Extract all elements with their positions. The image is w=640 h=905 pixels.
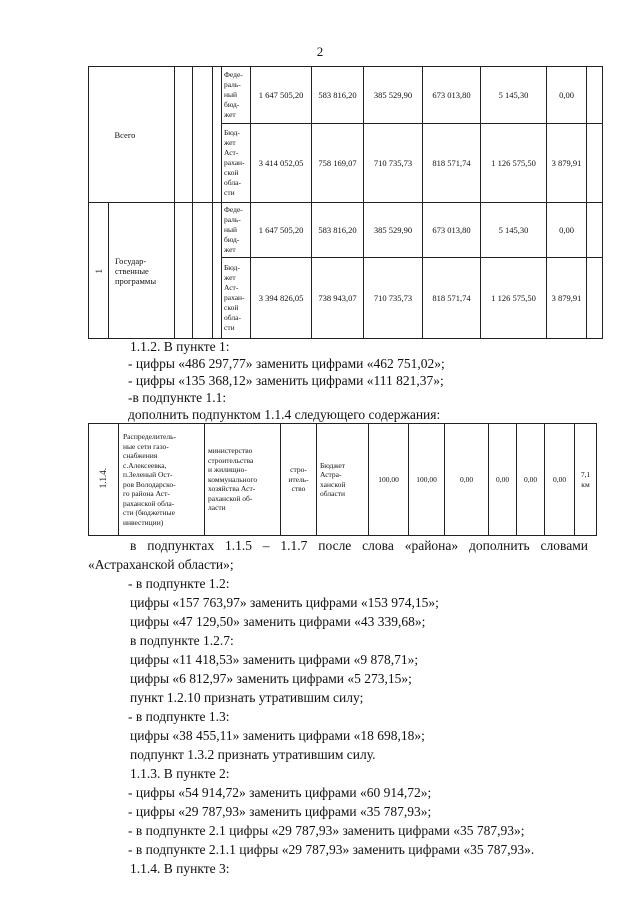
value-cell: 673 013,80 <box>423 203 481 258</box>
word: слова <box>362 538 394 553</box>
text-line: - в подпункте 2.1.1 цифры «29 787,93» заменить цифрами «35 787,93». <box>128 842 535 857</box>
value-cell: 583 816,20 <box>312 203 364 258</box>
value-cell: 673 013,80 <box>423 67 481 124</box>
value-cell: 1 126 575,50 <box>481 258 547 339</box>
budget-table <box>88 66 603 339</box>
value-cell: 5 145,30 <box>481 67 547 124</box>
word: 1.1.5 <box>224 538 252 553</box>
word: подпунктах <box>147 538 215 553</box>
type-cell <box>281 424 317 536</box>
value-cell: 3 879,91 <box>547 258 587 339</box>
text-line: подпункт 1.3.2 признать утратившим силу. <box>130 747 376 762</box>
item-number: 1.1.4. <box>97 468 108 489</box>
subitem-table <box>88 423 597 536</box>
word: дополнить <box>469 538 530 553</box>
text-line: пункт 1.2.10 признать утратившим силу; <box>130 690 364 705</box>
word: после <box>318 538 352 553</box>
value-cell: 818 571,74 <box>423 258 481 339</box>
text-line: «Астраханской области»; <box>88 557 234 572</box>
value-cell: 758 169,07 <box>312 124 364 203</box>
word: – <box>262 538 270 553</box>
value-cell: 710 735,73 <box>364 124 423 203</box>
budget-cell <box>317 424 369 536</box>
value-cell: 385 529,90 <box>364 67 423 124</box>
text-line: цифры «38 455,11» заменить цифрами «18 698,18»; <box>130 728 425 743</box>
text-line: - цифры «54 914,72» заменить цифрами «60 914,72»; <box>128 785 432 800</box>
value-cell: 0,00 <box>445 424 489 536</box>
table-row <box>89 203 603 258</box>
row-number-cell <box>89 203 109 339</box>
text-line: в подпункте 1.2.7: <box>130 633 234 648</box>
value-cell: 385 529,90 <box>364 203 423 258</box>
text-line: - в подпункте 2.1 цифры «29 787,93» заменить цифрами «35 787,93»; <box>128 823 525 838</box>
row-label: Всего <box>109 67 175 203</box>
budget-cell: Феде- раль- ный бюд- жет <box>222 67 251 124</box>
budget-cell: Феде- раль- ный бюд- жет <box>222 203 251 258</box>
text-line: -в подпункте 1.1: <box>128 390 227 405</box>
value-cell: 3 394 826,05 <box>251 258 312 339</box>
unit-cell <box>575 424 597 536</box>
object-name-cell <box>119 424 205 536</box>
word: 1.1.7 <box>280 538 308 553</box>
table-row <box>89 424 597 536</box>
value-cell: 0,00 <box>547 203 587 258</box>
value-cell: 583 816,20 <box>312 67 364 124</box>
value-cell: 3 414 052,05 <box>251 124 312 203</box>
row-label: Государ- ственные программы <box>115 255 157 286</box>
value-cell: 3 879,91 <box>547 124 587 203</box>
value-cell: 100,00 <box>369 424 409 536</box>
page-number: 2 <box>316 44 324 59</box>
work-type: стро- итель- ство <box>288 465 309 494</box>
text-line-justified <box>130 538 588 554</box>
row-label-cell <box>109 203 175 339</box>
object-name: Распределитель- ные сети газо- снабжения с.Алексеевка, п.Зеленый Ост- ров Володарско- го района Аст- раханской обла- сти (бюджетные инвестиции) <box>123 432 176 527</box>
value-cell: 710 735,73 <box>364 258 423 339</box>
value-cell: 100,00 <box>409 424 445 536</box>
value-cell: 0,00 <box>489 424 517 536</box>
budget-cell: Бюд- жет Аст- рахан- ской обла- сти <box>222 124 251 203</box>
text-line: цифры «11 418,53» заменить цифрами «9 878,71»; <box>130 652 419 667</box>
text-line: 1.1.2. В пункте 1: <box>130 339 230 354</box>
value-cell: 0,00 <box>547 67 587 124</box>
text-line: - цифры «486 297,77» заменить цифрами «462 751,02»; <box>128 356 445 371</box>
value-cell: 1 647 505,20 <box>251 203 312 258</box>
word: словами <box>540 538 588 553</box>
text-line: дополнить подпунктом 1.1.4 следующего содержания: <box>128 407 441 422</box>
text-line: цифры «47 129,50» заменить цифрами «43 339,68»; <box>130 614 426 629</box>
value-cell: 1 647 505,20 <box>251 67 312 124</box>
text-line: 1.1.4. В пункте 3: <box>130 861 230 876</box>
item-number-cell <box>89 424 119 536</box>
row-number: 1 <box>93 269 104 274</box>
value-cell: 0,00 <box>517 424 545 536</box>
value-cell: 5 145,30 <box>481 203 547 258</box>
value-cell: 1 126 575,50 <box>481 124 547 203</box>
ministry-cell <box>205 424 281 536</box>
value-cell: 818 571,74 <box>423 124 481 203</box>
text-line: - цифры «29 787,93» заменить цифрами «35 787,93»; <box>128 804 432 819</box>
text-line: - в подпункте 1.2: <box>128 576 230 591</box>
budget-cell: Бюд- жет Аст- рахан- ской обла- сти <box>222 258 251 339</box>
unit: 7,1 км <box>580 470 591 489</box>
text-line: - в подпункте 1.3: <box>128 709 230 724</box>
text-line: цифры «157 763,97» заменить цифрами «153 974,15»; <box>130 595 439 610</box>
ministry: министерство строительства и жилищно- коммунального хозяйства Аст- раханской об- ласти <box>208 446 258 513</box>
text-line: - цифры «135 368,12» заменить цифрами «111 821,37»; <box>128 373 444 388</box>
text-line: 1.1.3. В пункте 2: <box>130 766 230 781</box>
table-row <box>89 67 603 124</box>
budget-source: Бюджет Астра- ханской области <box>320 460 346 498</box>
text-line: цифры «6 812,97» заменить цифрами «5 273,15»; <box>130 671 412 686</box>
value-cell: 0,00 <box>545 424 575 536</box>
word: «района» <box>404 538 459 553</box>
value-cell: 738 943,07 <box>312 258 364 339</box>
word: в <box>130 538 137 553</box>
